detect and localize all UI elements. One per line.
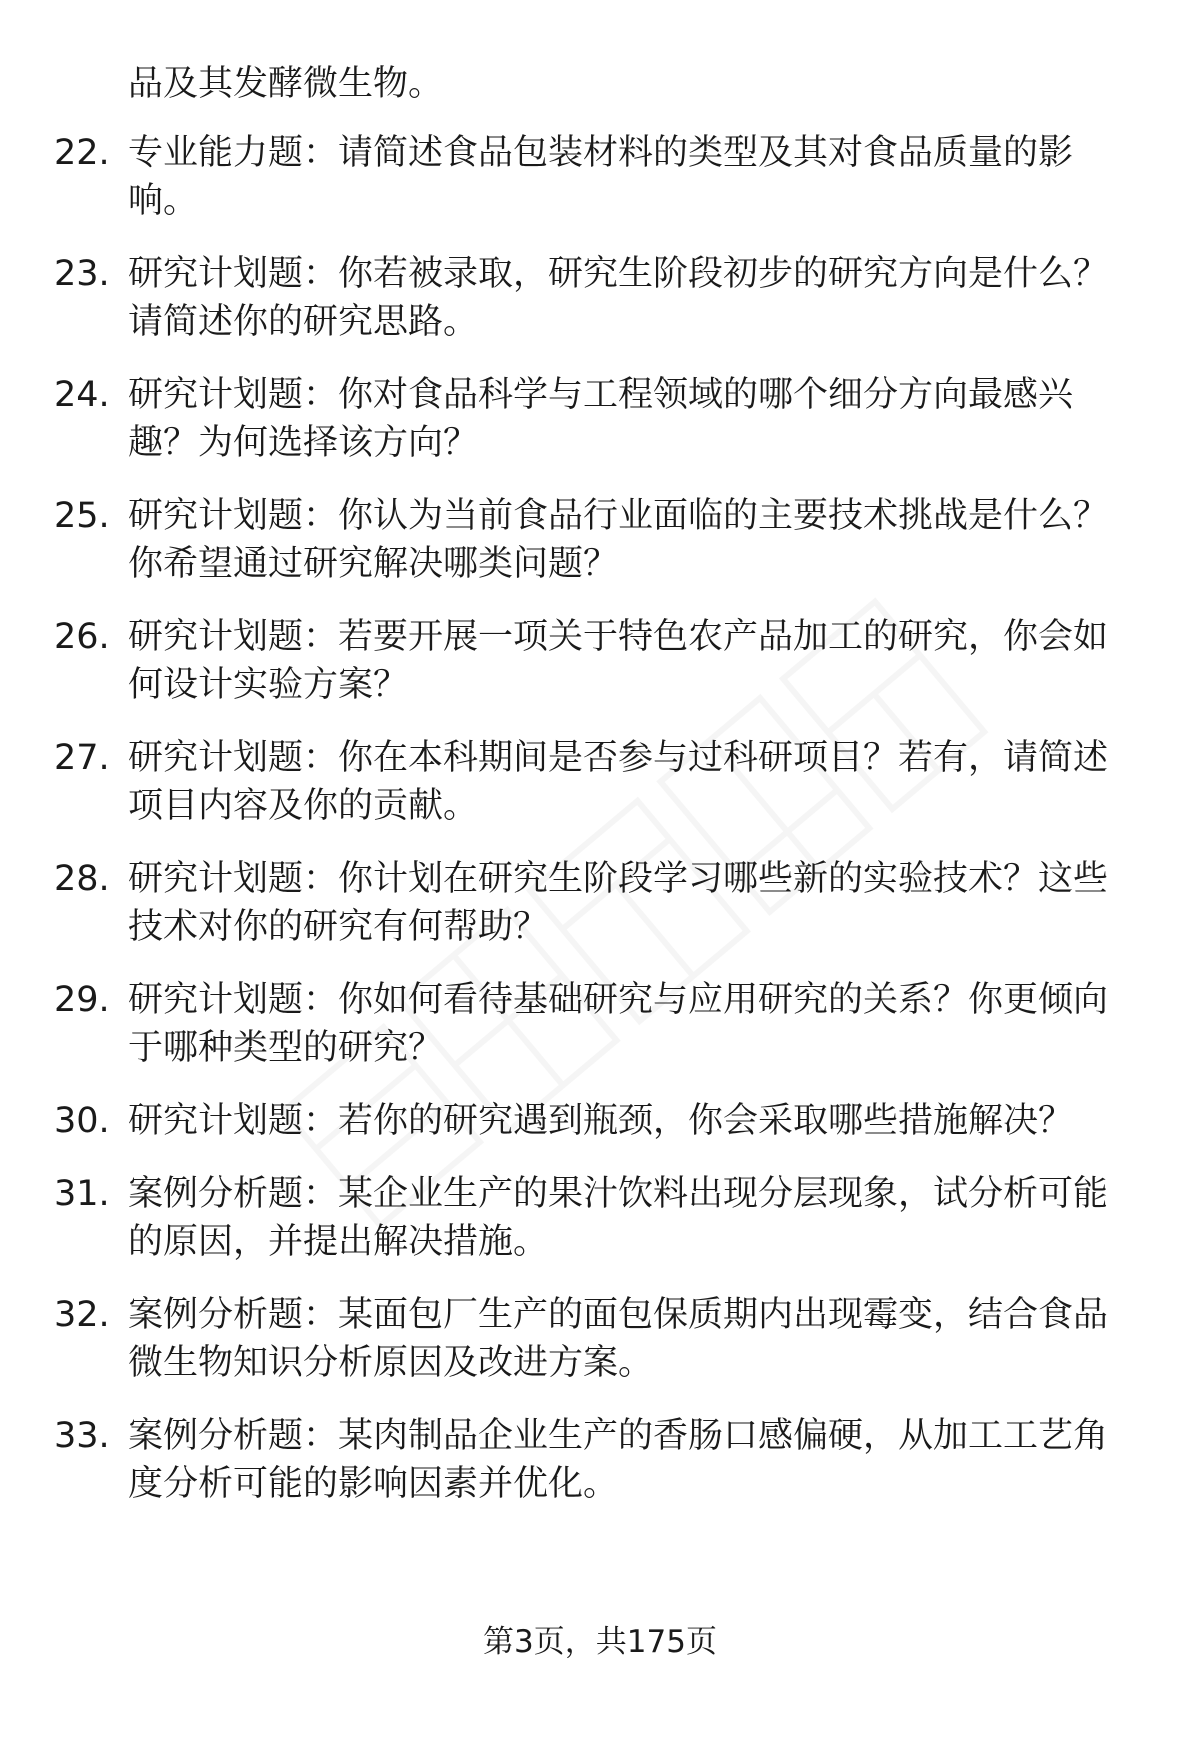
- question-text: 研究计划题：若要开展一项关于特色农产品加工的研究，你会如何设计实验方案？: [128, 617, 1109, 705]
- question-number: 28.: [54, 859, 110, 899]
- question-text: 案例分析题：某企业生产的果汁饮料出现分层现象，试分析可能的原因，并提出解决措施。: [128, 1174, 1109, 1262]
- question-text: 案例分析题：某肉制品企业生产的香肠口感偏硬，从加工工艺角度分析可能的影响因素并优化。: [128, 1416, 1109, 1504]
- question-text: 研究计划题：你若被录取，研究生阶段初步的研究方向是什么？请简述你的研究思路。: [128, 254, 1109, 342]
- continued-text: 品及其发酵微生物。: [128, 64, 444, 104]
- question-number: 32.: [54, 1295, 110, 1335]
- question-text: 案例分析题：某面包厂生产的面包保质期内出现霉变，结合食品微生物知识分析原因及改进方案。: [128, 1295, 1109, 1383]
- question-number: 22.: [54, 133, 110, 173]
- question-number: 23.: [54, 254, 110, 294]
- question-text: 研究计划题：你如何看待基础研究与应用研究的关系？你更倾向于哪种类型的研究？: [128, 980, 1109, 1068]
- question-number: 30.: [54, 1101, 110, 1141]
- question-number: 26.: [54, 617, 110, 657]
- question-number: 24.: [54, 375, 110, 415]
- question-text: 专业能力题：请简述食品包装材料的类型及其对食品质量的影响。: [128, 133, 1074, 221]
- question-number: 29.: [54, 980, 110, 1020]
- question-text: 研究计划题：你认为当前食品行业面临的主要技术挑战是什么？你希望通过研究解决哪类问题？: [128, 496, 1109, 584]
- question-number: 25.: [54, 496, 110, 536]
- question-number: 27.: [54, 738, 110, 778]
- question-number: 33.: [54, 1416, 110, 1456]
- page-footer: 第3页，共175页: [483, 1624, 717, 1660]
- question-text: 研究计划题：你对食品科学与工程领域的哪个细分方向最感兴趣？为何选择该方向？: [128, 375, 1074, 463]
- question-number: 31.: [54, 1174, 110, 1214]
- question-text: 研究计划题：你在本科期间是否参与过科研项目？若有，请简述项目内容及你的贡献。: [128, 738, 1109, 826]
- question-text: 研究计划题：你计划在研究生阶段学习哪些新的实验技术？这些技术对你的研究有何帮助？: [128, 859, 1109, 947]
- question-text: 研究计划题：若你的研究遇到瓶颈，你会采取哪些措施解决？: [128, 1101, 1074, 1141]
